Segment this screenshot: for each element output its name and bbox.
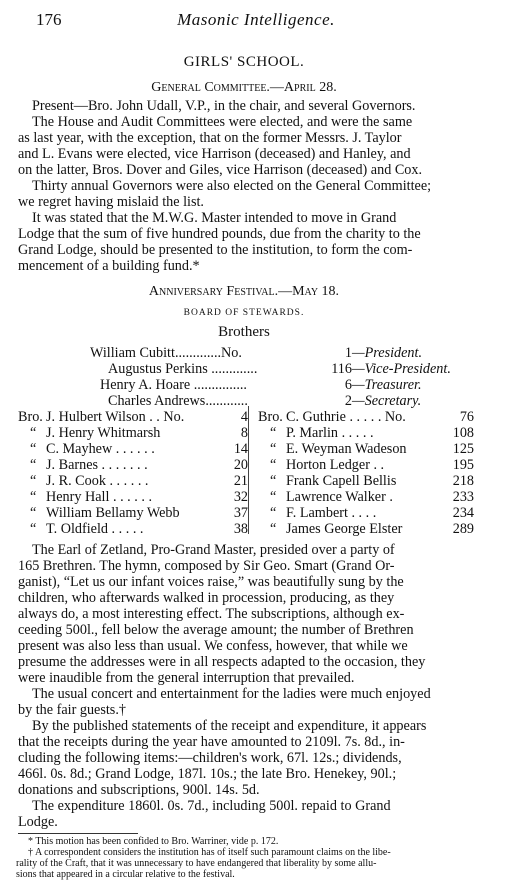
steward-row (258, 505, 474, 521)
steward-row (18, 521, 248, 537)
steward-prefix: “ (30, 457, 37, 473)
steward-prefix: Bro. (18, 409, 43, 425)
text-line: presume the addresses were in all respects adapted to the occasion, they (18, 654, 426, 670)
steward-name: Henry Hall . . . . . . (46, 489, 152, 505)
steward-row (258, 521, 474, 537)
steward-row (18, 457, 248, 473)
officer-row (90, 345, 422, 361)
brothers-heading: Brothers (218, 324, 270, 340)
text-line: Thirty annual Governors were also elected on the General Committee; (32, 178, 432, 194)
steward-prefix: “ (30, 521, 37, 537)
lodge-number: 8 (240, 425, 248, 441)
lodge-number: 116 (331, 361, 352, 377)
officer-row (100, 377, 422, 393)
text-line: By the published statements of the receipt and expenditure, it appears (32, 718, 427, 734)
officer-name: William Cubitt.............No. (90, 345, 242, 361)
steward-row (258, 473, 474, 489)
steward-name: Lawrence Walker . (286, 489, 393, 505)
steward-name: William Bellamy Webb (46, 505, 180, 521)
lodge-number: 289 (452, 521, 474, 537)
steward-row (258, 441, 474, 457)
officer-office: —Treasurer. (352, 377, 422, 393)
steward-prefix: Bro. (258, 409, 283, 425)
text-line: were inaudible from the general interruption that prevailed. (18, 670, 355, 686)
lodge-number: 125 (452, 441, 474, 457)
steward-row (18, 425, 248, 441)
text-line: 466l. 0s. 8d.; Grand Lodge, 187l. 10s.; the late Bro. Henekey, 90l.; (18, 766, 397, 782)
text-line: by the fair guests.† (18, 702, 126, 718)
lodge-number: 76 (459, 409, 474, 425)
text-line: It was stated that the M.W.G. Master intended to move in Grand (32, 210, 397, 226)
text-line: present was also less than usual. We confess, however, that while we (18, 638, 408, 654)
footnote-line: * This motion has been confided to Bro. Warriner, vide p. 172. (28, 836, 279, 847)
text-line: mencement of a building fund.* (18, 258, 200, 274)
officer-name: Augustus Perkins ............. (108, 361, 258, 377)
steward-prefix: “ (270, 457, 277, 473)
anniversary-heading: Anniversary Festival.—May 18. (148, 284, 340, 299)
lodge-number: 1 (344, 345, 352, 361)
footnote-line: sions that appeared in a circular relative to the festival. (16, 869, 235, 880)
steward-name: E. Weyman Wadeson (286, 441, 407, 457)
steward-name: Horton Ledger . . (286, 457, 385, 473)
text-line: on the latter, Bros. Dover and Giles, vice Harrison (deceased) and Cox. (18, 162, 423, 178)
officer-name: Henry A. Hoare ............... (100, 377, 247, 393)
officer-name: Charles Andrews............ (108, 393, 248, 409)
lodge-number: 218 (452, 473, 474, 489)
lodge-number: 108 (452, 425, 474, 441)
text-line: cluding the following items:—children's work, 67l. 12s.; dividends, (18, 750, 402, 766)
lodge-number: 233 (452, 489, 474, 505)
text-line: that the receipts during the year have amounted to 2109l. 7s. 8d., in- (18, 734, 405, 750)
page-header (36, 10, 476, 32)
steward-prefix: “ (270, 505, 277, 521)
lodge-number: 20 (233, 457, 248, 473)
steward-prefix: “ (30, 441, 37, 457)
text-line: and L. Evans were elected, vice Harrison (deceased) and Hanley, and (18, 146, 411, 162)
steward-prefix: “ (270, 441, 277, 457)
text-line: always do, a most interesting effect. The subscriptions, although ex- (18, 606, 405, 622)
text-line: The House and Audit Committees were elected, and were the same (32, 114, 413, 130)
officer-office: —President. (352, 345, 423, 361)
footnote-line: rality of the Craft, that it was unnecessary to have endangered that liberality by some allu- (16, 858, 377, 869)
text-line: Lodge that the sum of five hundred pounds, due from the charity to the (18, 226, 421, 242)
lodge-number: 21 (233, 473, 248, 489)
lodge-number: 195 (452, 457, 474, 473)
text-line: we regret having mislaid the list. (18, 194, 204, 210)
text-line: as last year, with the exception, that on the former Messrs. J. Taylor (18, 130, 402, 146)
board-of-stewards-heading: BOARD OF STEWARDS. (183, 308, 305, 318)
lodge-number: 2 (344, 393, 352, 409)
lodge-number: 4 (240, 409, 248, 425)
steward-prefix: “ (30, 489, 37, 505)
lodge-number: 38 (233, 521, 248, 537)
steward-row (18, 409, 248, 425)
text-line: The usual concert and entertainment for the ladies were much enjoyed (32, 686, 431, 702)
steward-name: P. Marlin . . . . . (286, 425, 374, 441)
steward-prefix: “ (270, 521, 277, 537)
steward-name: C. Guthrie . . . . . No. (286, 409, 406, 425)
officer-row (108, 361, 451, 377)
text-line: Lodge. (18, 814, 58, 830)
text-line: Present—Bro. John Udall, V.P., in the chair, and several Governors. (32, 98, 416, 114)
steward-row (258, 489, 474, 505)
lodge-number: 6 (344, 377, 352, 393)
text-line: Grand Lodge, should be presented to the institution, to form the com- (18, 242, 413, 258)
general-committee-heading: General Committee.—April 28. (151, 80, 337, 95)
steward-row (18, 489, 248, 505)
steward-prefix: “ (30, 505, 37, 521)
running-title: Masonic Intelligence. (177, 10, 335, 29)
text-line: The expenditure 1860l. 0s. 7d., including 500l. repaid to Grand (32, 798, 391, 814)
officer-office: —Secretary. (352, 393, 422, 409)
steward-name: F. Lambert . . . . (286, 505, 377, 521)
steward-row (258, 425, 474, 441)
steward-row (258, 409, 474, 425)
lodge-number: 14 (233, 441, 248, 457)
steward-row (18, 473, 248, 489)
text-line: ceeding 500l., fell below the average amount; the number of Brethren (18, 622, 414, 638)
officer-office: —Vice-President. (352, 361, 451, 377)
steward-row (18, 441, 248, 457)
section-title: GIRLS' SCHOOL. (183, 54, 305, 70)
steward-name: J. Barnes . . . . . . . (46, 457, 148, 473)
lodge-number: 234 (452, 505, 474, 521)
text-line: donations and subscriptions, 900l. 14s. 5d. (18, 782, 260, 798)
steward-name: J. Henry Whitmarsh (46, 425, 161, 441)
steward-prefix: “ (270, 425, 277, 441)
footnote-line: † A correspondent considers the institution has of itself such paramount claims on the libe- (28, 847, 391, 858)
column-divider (248, 406, 249, 534)
steward-name: T. Oldfield . . . . . (46, 521, 144, 537)
steward-prefix: “ (30, 473, 37, 489)
steward-name: James George Elster (286, 521, 403, 537)
lodge-number: 37 (233, 505, 248, 521)
steward-prefix: “ (270, 473, 277, 489)
text-line: children, who afterwards walked in procession, producing, as they (18, 590, 395, 606)
text-line: ganist), “Let us our infant voices raise,” was beautifully sung by the (18, 574, 404, 590)
footnote-rule (18, 833, 138, 834)
steward-row (18, 505, 248, 521)
page-number: 176 (36, 10, 62, 29)
steward-name: C. Mayhew . . . . . . (46, 441, 155, 457)
officer-row (108, 393, 421, 409)
steward-name: Frank Capell Bellis (286, 473, 397, 489)
steward-prefix: “ (30, 425, 37, 441)
lodge-number: 32 (233, 489, 248, 505)
text-line: The Earl of Zetland, Pro-Grand Master, presided over a party of (32, 542, 395, 558)
steward-name: J. R. Cook . . . . . . (46, 473, 149, 489)
steward-prefix: “ (270, 489, 277, 505)
steward-name: J. Hulbert Wilson . . No. (46, 409, 185, 425)
text-line: 165 Brethren. The hymn, composed by Sir Geo. Smart (Grand Or- (18, 558, 395, 574)
steward-row (258, 457, 474, 473)
